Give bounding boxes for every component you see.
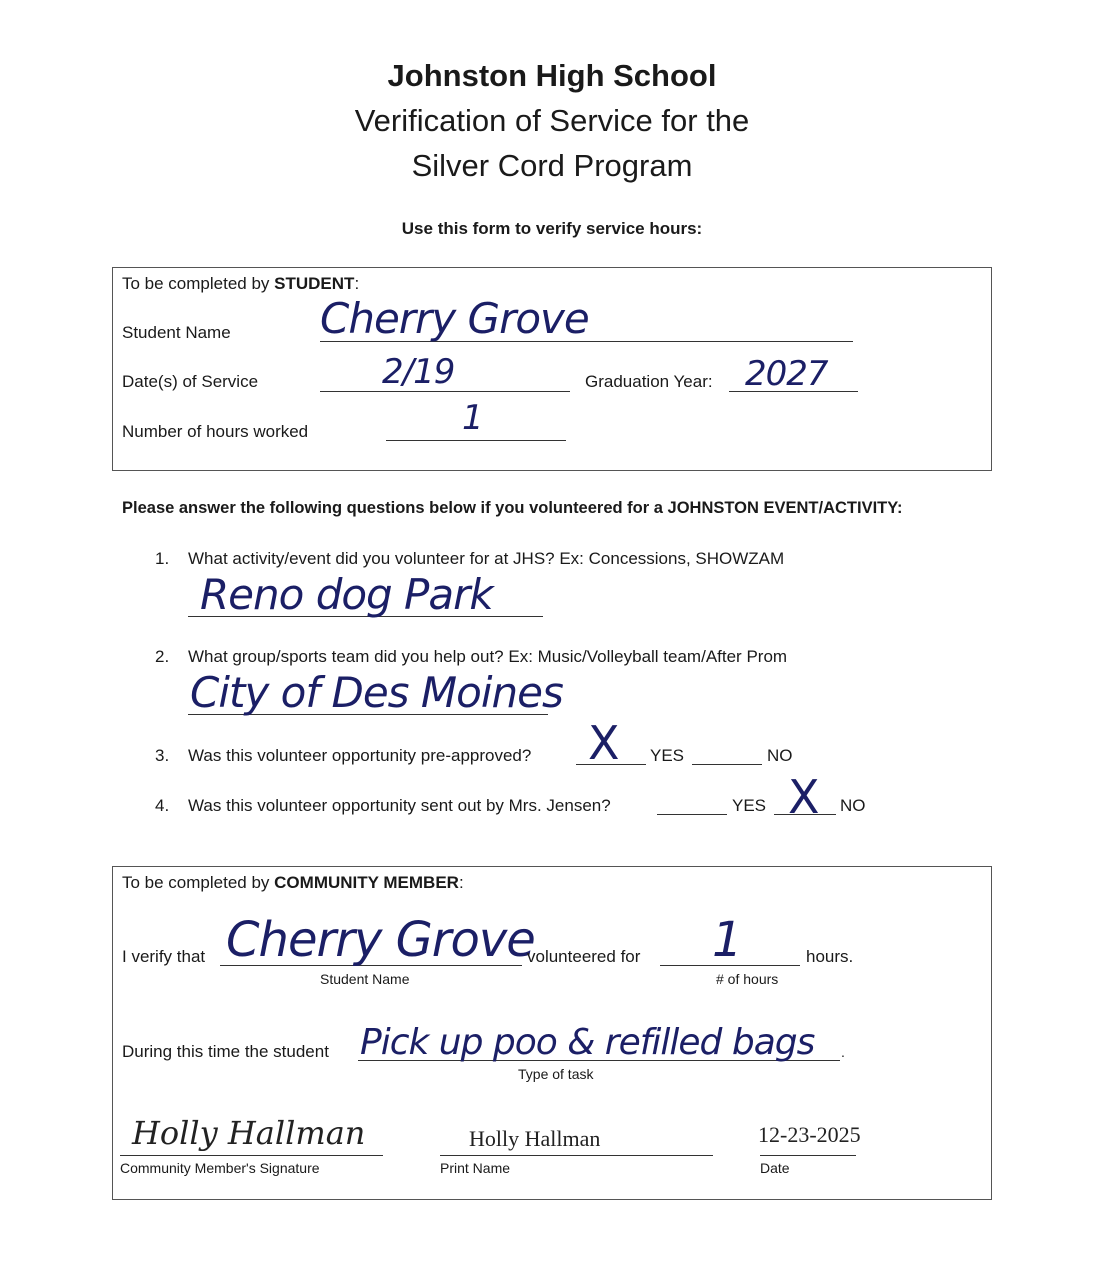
- hours-worked-label: Number of hours worked: [122, 422, 309, 441]
- student-name-value[interactable]: Cherry Grove: [320, 294, 589, 343]
- print-name-line: [440, 1155, 713, 1156]
- question-4-no-label: NO: [840, 796, 866, 815]
- hours-worked-value[interactable]: 1: [462, 398, 483, 438]
- form-title-line1: Verification of Service for the: [354, 103, 750, 138]
- question-4-text: Was this volunteer opportunity sent out by Mrs. Jensen?: [188, 796, 611, 815]
- verify-label: I verify that: [122, 947, 206, 966]
- date-line: [760, 1155, 856, 1156]
- volunteered-for-label: volunteered for: [527, 947, 641, 966]
- question-4-yes-label: YES: [732, 796, 767, 815]
- question-3-no-label: NO: [767, 746, 793, 765]
- hours-worked-line: [386, 440, 566, 441]
- student-name-label: Student Name: [122, 323, 231, 342]
- verify-student-name-value[interactable]: Cherry Grove: [226, 912, 535, 968]
- signature-line: [120, 1155, 383, 1156]
- print-name-caption: Print Name: [440, 1160, 511, 1176]
- dates-of-service-value[interactable]: 2/19: [382, 352, 455, 392]
- community-section-heading: To be completed by COMMUNITY MEMBER:: [122, 873, 464, 892]
- signature-caption: Community Member's Signature: [120, 1160, 320, 1176]
- form-title-line2: Silver Cord Program: [411, 148, 693, 183]
- question-3-yes-checkmark[interactable]: X: [588, 716, 620, 770]
- dates-of-service-label: Date(s) of Service: [122, 372, 259, 391]
- verify-student-name-caption: Student Name: [320, 971, 410, 987]
- student-section-heading: To be completed by STUDENT:: [122, 274, 360, 293]
- print-name-value[interactable]: Holly Hallman: [469, 1126, 601, 1151]
- date-caption: Date: [760, 1160, 790, 1176]
- question-2-answer[interactable]: City of Des Moines: [190, 668, 563, 717]
- task-caption: Type of task: [518, 1066, 594, 1082]
- question-4-no-checkmark[interactable]: X: [788, 770, 820, 824]
- school-name: Johnston High School: [387, 58, 717, 93]
- task-line-end: .: [841, 1044, 845, 1060]
- community-member-signature[interactable]: Holly Hallman: [132, 1114, 366, 1152]
- question-3-text: Was this volunteer opportunity pre-approved?: [188, 746, 532, 765]
- question-1-answer[interactable]: Reno dog Park: [200, 570, 493, 619]
- question-2-number: 2.: [155, 647, 170, 666]
- date-value[interactable]: 12-23-2025: [758, 1122, 861, 1147]
- graduation-year-label: Graduation Year:: [585, 372, 713, 391]
- question-3-no-line[interactable]: [692, 764, 762, 765]
- questions-intro: Please answer the following questions below if you volunteered for a JOHNSTON EVENT/ACTIVITY:: [122, 499, 903, 517]
- graduation-year-value[interactable]: 2027: [745, 354, 828, 394]
- question-2-text: What group/sports team did you help out? Ex: Music/Volleyball team/After Prom: [188, 647, 788, 666]
- question-4-yes-line[interactable]: [657, 814, 727, 815]
- question-1-text: What activity/event did you volunteer for at JHS? Ex: Concessions, SHOWZAM: [188, 549, 785, 568]
- question-1-number: 1.: [155, 549, 170, 568]
- verify-hours-value[interactable]: 1: [712, 912, 742, 968]
- form-instruction: Use this form to verify service hours:: [401, 219, 703, 238]
- during-label: During this time the student: [122, 1042, 329, 1061]
- question-3-yes-label: YES: [650, 746, 685, 765]
- question-4-number: 4.: [155, 796, 170, 815]
- verify-hours-caption: # of hours: [716, 971, 779, 987]
- question-3-number: 3.: [155, 746, 170, 765]
- task-value[interactable]: Pick up poo & refilled bags: [360, 1022, 815, 1063]
- hours-suffix: hours.: [806, 947, 854, 966]
